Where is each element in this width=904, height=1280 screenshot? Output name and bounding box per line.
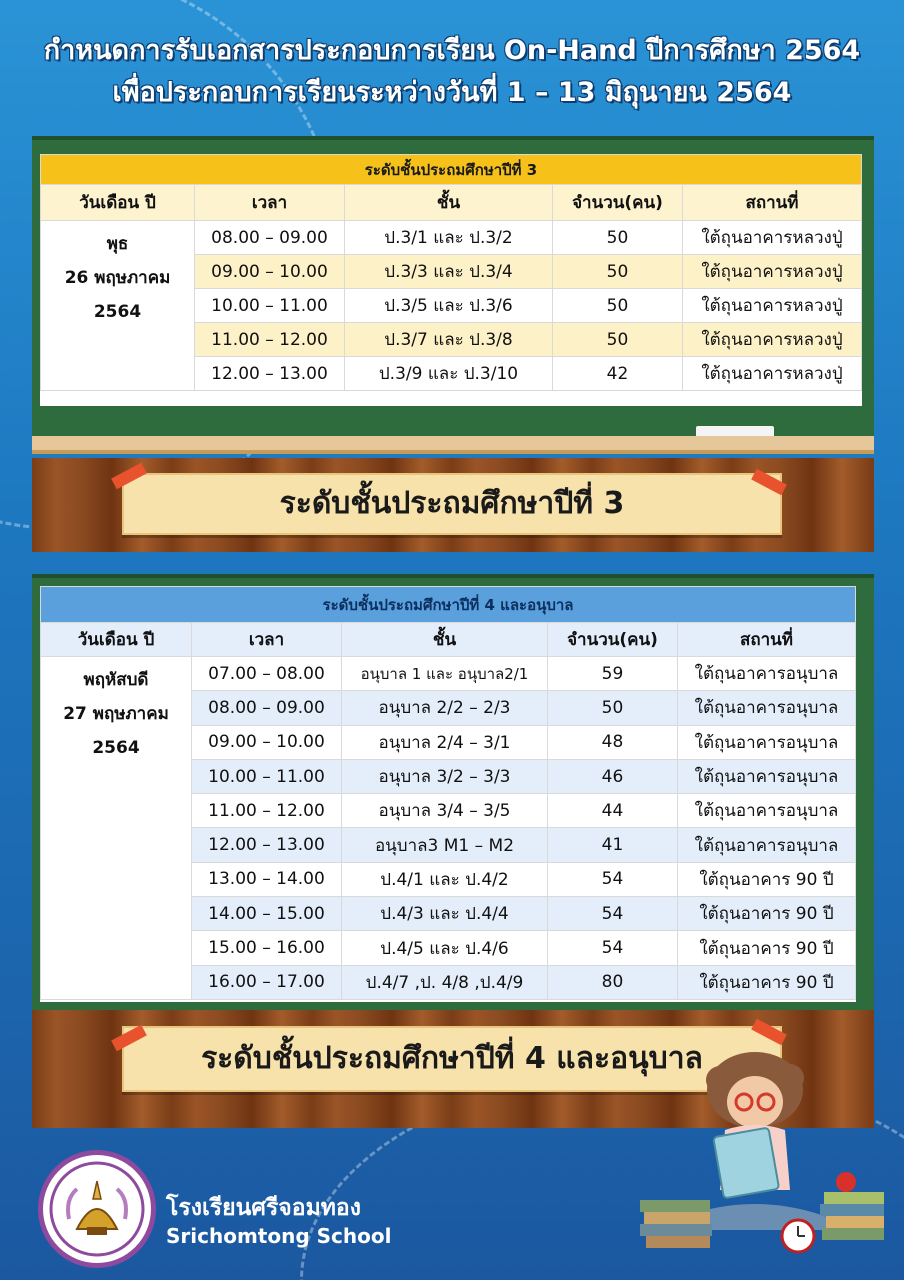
date-month: 26 พฤษภาคม <box>64 268 171 288</box>
date-cell <box>41 221 195 391</box>
title-line-2: เพื่อประกอบการเรียนระหว่างวันที่ 1 – 13 มิถุนายน 2564 <box>112 77 792 108</box>
cell-class: อนุบาล 3/2 – 3/3 <box>342 759 548 793</box>
cell-time: 11.00 – 12.00 <box>192 794 342 828</box>
school-name-thai: โรงเรียนศรีจอมทอง <box>166 1195 361 1221</box>
cell-place: ใต้ถุนอาคารหลวงปู่ <box>683 221 862 255</box>
col-header-place: สถานที่ <box>683 185 862 221</box>
date-day: พฤหัสบดี <box>83 670 149 690</box>
cell-time: 09.00 – 10.00 <box>192 725 342 759</box>
col-header-date: วันเดือน ปี <box>41 623 192 657</box>
cell-time: 14.00 – 15.00 <box>192 897 342 931</box>
col-header-place: สถานที่ <box>678 623 856 657</box>
cell-time: 11.00 – 12.00 <box>195 323 345 357</box>
schedule-card-grade-3 <box>40 154 862 406</box>
cell-count: 46 <box>548 759 678 793</box>
title-line-1: กำหนดการรับเอกสารประกอบการเรียน On-Hand ปีการศึกษา 2564 <box>43 35 861 66</box>
cell-place: ใต้ถุนอาคารหลวงปู่ <box>683 289 862 323</box>
cell-time: 13.00 – 14.00 <box>192 862 342 896</box>
cell-count: 50 <box>553 221 683 255</box>
cell-class: ป.3/1 และ ป.3/2 <box>345 221 553 255</box>
col-header-time: เวลา <box>195 185 345 221</box>
cell-place: ใต้ถุนอาคารอนุบาล <box>678 759 856 793</box>
cell-class: อนุบาล 1 และ อนุบาล2/1 <box>342 657 548 691</box>
cell-time: 12.00 – 13.00 <box>195 357 345 391</box>
cell-class: อนุบาล 3/4 – 3/5 <box>342 794 548 828</box>
banner-text: ระดับชั้นประถมศึกษาปีที่ 4 และอนุบาล <box>201 1041 703 1076</box>
school-logo <box>38 1150 156 1268</box>
date-year: 2564 <box>93 302 142 322</box>
cell-place: ใต้ถุนอาคารอนุบาล <box>678 691 856 725</box>
cell-time: 16.00 – 17.00 <box>192 965 342 999</box>
chalk-tray <box>32 436 874 454</box>
cell-time: 10.00 – 11.00 <box>192 759 342 793</box>
col-header-class: ชั้น <box>345 185 553 221</box>
cell-count: 54 <box>548 862 678 896</box>
cell-time: 15.00 – 16.00 <box>192 931 342 965</box>
cell-class: อนุบาล3 M1 – M2 <box>342 828 548 862</box>
cell-time: 08.00 – 09.00 <box>195 221 345 255</box>
cell-place: ใต้ถุนอาคารหลวงปู่ <box>683 255 862 289</box>
schedule-table-grade-4 <box>40 586 856 1000</box>
cell-place: ใต้ถุนอาคารอนุบาล <box>678 657 856 691</box>
cell-class: อนุบาล 2/4 – 3/1 <box>342 725 548 759</box>
table-caption: ระดับชั้นประถมศึกษาปีที่ 3 <box>41 155 862 185</box>
section-banner-grade-3 <box>122 473 782 535</box>
col-header-date: วันเดือน ปี <box>41 185 195 221</box>
cell-count: 54 <box>548 897 678 931</box>
schedule-card-grade-4 <box>40 586 856 1002</box>
cell-time: 09.00 – 10.00 <box>195 255 345 289</box>
cell-place: ใต้ถุนอาคารอนุบาล <box>678 725 856 759</box>
cell-count: 80 <box>548 965 678 999</box>
cell-place: ใต้ถุนอาคาร 90 ปี <box>678 862 856 896</box>
cell-place: ใต้ถุนอาคารหลวงปู่ <box>683 357 862 391</box>
banner-text: ระดับชั้นประถมศึกษาปีที่ 3 <box>279 486 625 521</box>
col-header-count: จำนวน(คน) <box>553 185 683 221</box>
col-header-time: เวลา <box>192 623 342 657</box>
cell-count: 42 <box>553 357 683 391</box>
cell-count: 50 <box>553 255 683 289</box>
girl-reading-illustration <box>640 1050 890 1260</box>
cell-class: ป.3/7 และ ป.3/8 <box>345 323 553 357</box>
cell-place: ใต้ถุนอาคารอนุบาล <box>678 794 856 828</box>
cell-time: 07.00 – 08.00 <box>192 657 342 691</box>
date-cell <box>41 657 192 1000</box>
cell-time: 08.00 – 09.00 <box>192 691 342 725</box>
cell-count: 44 <box>548 794 678 828</box>
cell-count: 41 <box>548 828 678 862</box>
date-day: พุธ <box>106 234 129 254</box>
cell-place: ใต้ถุนอาคารอนุบาล <box>678 828 856 862</box>
school-emblem-icon <box>47 1159 147 1259</box>
date-month: 27 พฤษภาคม <box>63 704 169 724</box>
cell-class: อนุบาล 2/2 – 2/3 <box>342 691 548 725</box>
col-header-count: จำนวน(คน) <box>548 623 678 657</box>
cell-place: ใต้ถุนอาคารหลวงปู่ <box>683 323 862 357</box>
cell-count: 48 <box>548 725 678 759</box>
chalkboard-section-4 <box>32 574 874 1010</box>
cell-class: ป.4/1 และ ป.4/2 <box>342 862 548 896</box>
cell-class: ป.4/7 ,ป. 4/8 ,ป.4/9 <box>342 965 548 999</box>
table-caption: ระดับชั้นประถมศึกษาปีที่ 4 และอนุบาล <box>41 587 856 623</box>
cell-count: 50 <box>553 289 683 323</box>
cell-count: 59 <box>548 657 678 691</box>
cell-count: 50 <box>553 323 683 357</box>
cell-place: ใต้ถุนอาคาร 90 ปี <box>678 931 856 965</box>
cell-class: ป.3/3 และ ป.3/4 <box>345 255 553 289</box>
cell-count: 50 <box>548 691 678 725</box>
date-year: 2564 <box>92 738 140 758</box>
cell-class: ป.4/5 และ ป.4/6 <box>342 931 548 965</box>
cell-time: 10.00 – 11.00 <box>195 289 345 323</box>
page-title <box>0 30 904 114</box>
cell-place: ใต้ถุนอาคาร 90 ปี <box>678 965 856 999</box>
cell-count: 54 <box>548 931 678 965</box>
cell-class: ป.3/5 และ ป.3/6 <box>345 289 553 323</box>
schedule-table-grade-3 <box>40 154 862 391</box>
cell-place: ใต้ถุนอาคาร 90 ปี <box>678 897 856 931</box>
school-name-english: Srichomtong School <box>166 1224 392 1248</box>
chalkboard-section-3 <box>32 136 874 436</box>
cell-time: 12.00 – 13.00 <box>192 828 342 862</box>
col-header-class: ชั้น <box>342 623 548 657</box>
cell-class: ป.4/3 และ ป.4/4 <box>342 897 548 931</box>
cell-class: ป.3/9 และ ป.3/10 <box>345 357 553 391</box>
